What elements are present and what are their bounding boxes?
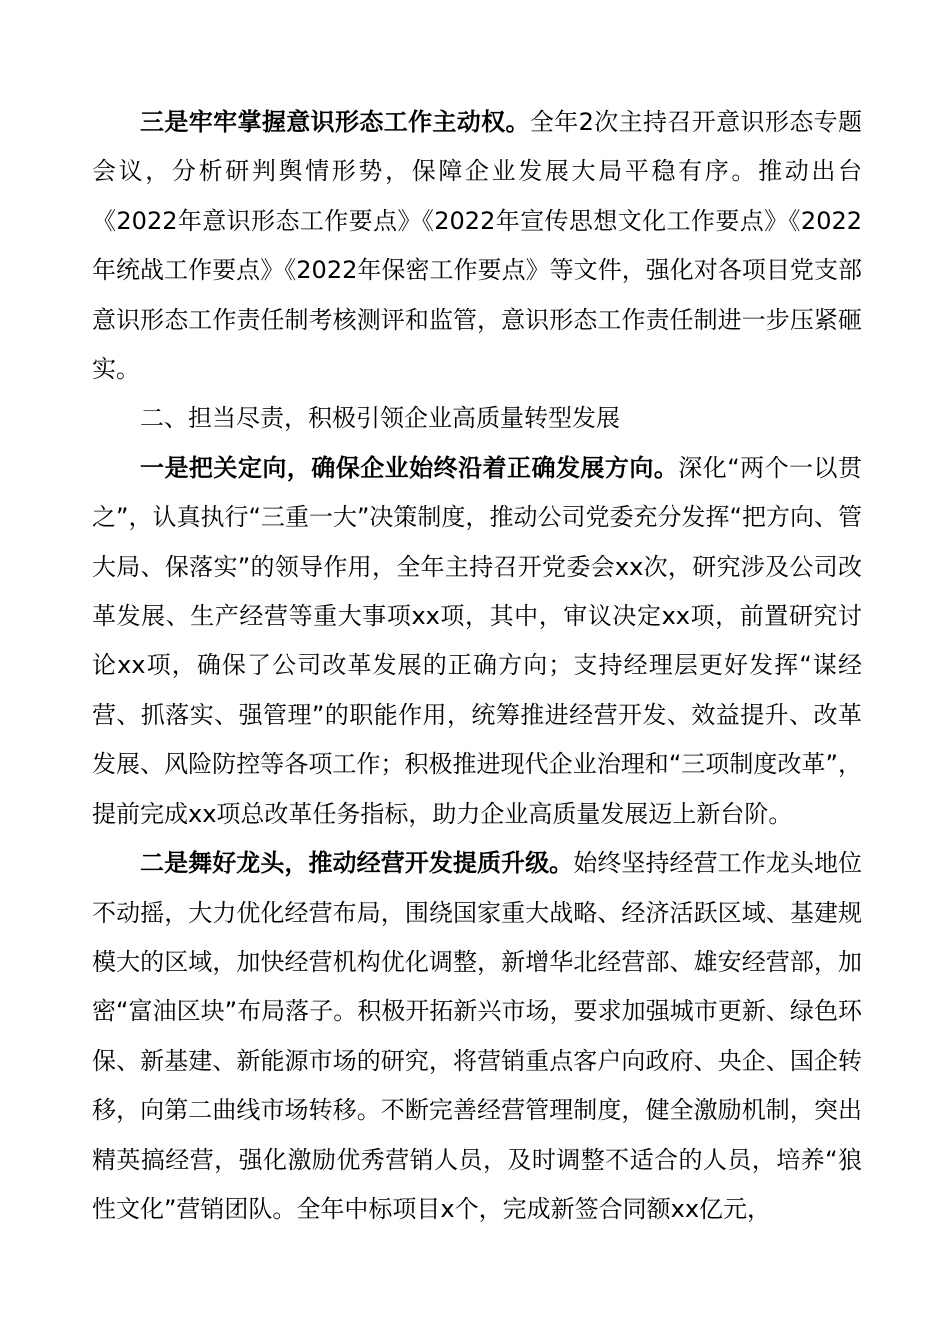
paragraph-text: 始终坚持经营工作龙头地位不动摇，大力优化经营布局，围绕国家重大战略、经济活跃区域、基建规模大的区域，加快经营机构优化调整，新增华北经营部、雄安经营部，加密“富油区块”布局落子。积极开拓新兴市场，要求加强城市更新、绿色环保、新基建、新能源市场的研究，将营销重点客户向政府、央企、国企转移，向第二曲线市场转移。不断完善经营管理制度，健全激励机制，突出精英搞经营，强化激励优秀营销人员，及时调整不适合的人员，培养“狼性文化”营销团队。全年中标项目x个，完成新签合同额xx亿元，	[92, 849, 863, 1223]
document-body	[92, 98, 862, 1234]
paragraph-text: 深化“两个一以贯之”，认真执行“三重一大”决策制度，推动公司党委充分发挥“把方向、管大局、保落实”的领导作用，全年主持召开党委会xx次，研究涉及公司改革发展、生产经营等重大事项xx项，其中，审议决定xx项，前置研究讨论xx项，确保了公司改革发展的正确方向；支持经理层更好发挥“谋经营、抓落实、强管理”的职能作用，统筹推进经营开发、效益提升、改革发展、风险防控等各项工作；积极推进现代企业治理和“三项制度改革”，提前完成xx项总改革任务指标，助力企业高质量发展迈上新台阶。	[92, 453, 863, 828]
section-heading-text: 二、担当尽责，积极引领企业高质量转型发展	[140, 404, 620, 433]
paragraph-direction	[92, 444, 862, 839]
section-heading	[92, 394, 862, 443]
paragraph-business-development	[92, 839, 862, 1234]
paragraph-ideology-work	[92, 98, 862, 394]
paragraph-lead-heading: 二是舞好龙头，推动经营开发提质升级。	[140, 849, 574, 878]
paragraph-text: 全年2次主持召开意识形态专题会议，分析研判舆情形势，保障企业发展大局平稳有序。推动出台《2022年意识形态工作要点》《2022年宣传思想文化工作要点》《2022年统战工作要点》《2022年保密工作要点》等文件，强化对各项目党支部意识形态工作责任制考核测评和监管，意识形态工作责任制进一步压紧砸实。	[92, 108, 862, 384]
paragraph-lead-heading: 三是牢牢掌握意识形态工作主动权。	[140, 108, 530, 136]
paragraph-lead-heading: 一是把关定向，确保企业始终沿着正确发展方向。	[140, 453, 679, 482]
